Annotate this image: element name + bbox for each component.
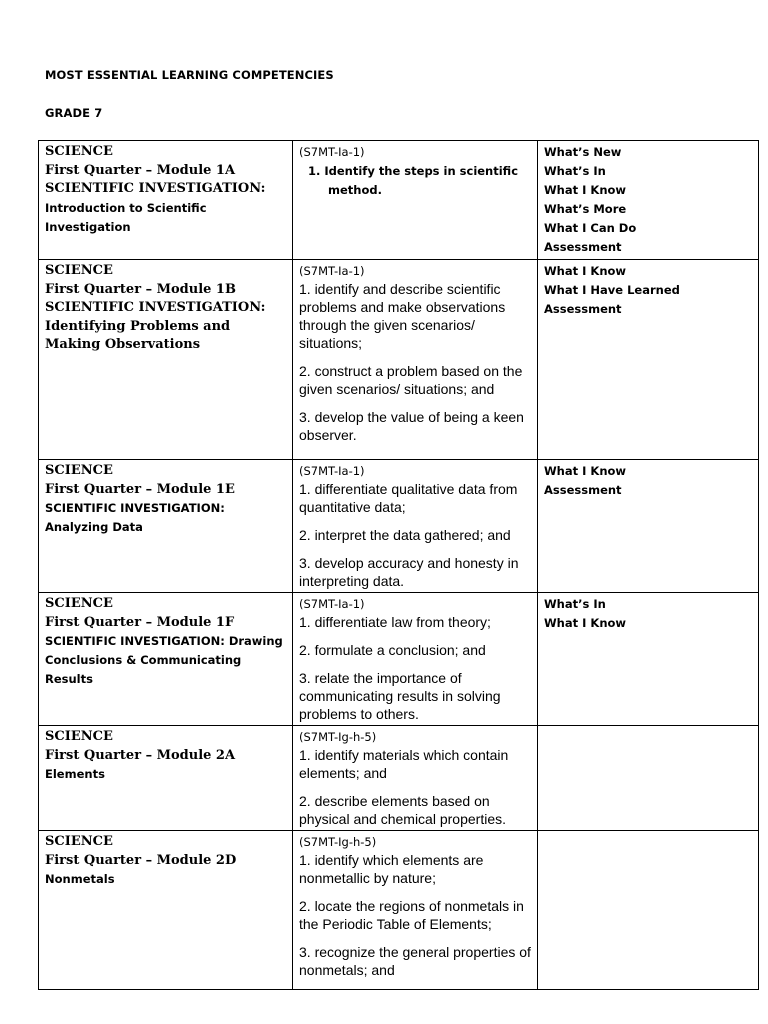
competency-item: 2. describe elements based on physical and chemical properties.: [299, 793, 506, 827]
competency-item: 3. develop accuracy and honesty in interpreting data.: [299, 555, 519, 589]
module-label: First Quarter – Module 2A: [45, 747, 236, 763]
table-row: [39, 141, 759, 260]
competency-item: 1. Identify the steps in scientific method.: [308, 164, 519, 197]
table-row: [39, 726, 759, 831]
subject-label: SCIENCE: [45, 596, 113, 611]
competency-item: 2. interpret the data gathered; and: [299, 527, 511, 543]
activity-item: What’s New: [544, 145, 622, 159]
activity-item: What’s In: [544, 164, 606, 178]
grade-label: GRADE 7: [45, 106, 103, 120]
competency-item: 1. identify and describe scientific problems and make observations through the given scenarios/ situations;: [299, 281, 506, 351]
competency-item: 2. formulate a conclusion; and: [299, 642, 486, 658]
competency-code: (S7MT-Ia-1): [299, 145, 365, 159]
subtitle-label: Identifying Problems and Making Observations: [45, 318, 231, 352]
competency-cell: [293, 593, 538, 726]
activities-cell: [538, 141, 759, 260]
table-row: [39, 460, 759, 593]
subject-label: SCIENCE: [45, 463, 113, 478]
topic-label: SCIENTIFIC INVESTIGATION: Analyzing Data: [45, 501, 225, 534]
table-row: [39, 593, 759, 726]
module-cell: [39, 260, 293, 460]
module-label: First Quarter – Module 1B: [45, 281, 236, 297]
subject-label: SCIENCE: [45, 834, 113, 849]
competency-code: (S7MT-Ig-h-5): [299, 835, 377, 849]
activities-cell: [538, 593, 759, 726]
module-label: First Quarter – Module 1E: [45, 481, 235, 497]
activity-item: What I Know: [544, 616, 627, 630]
module-cell: [39, 141, 293, 260]
activity-item: What I Know: [544, 183, 627, 197]
competency-item: 3. develop the value of being a keen observer.: [299, 409, 524, 443]
table-row: [39, 831, 759, 990]
competency-cell: [293, 260, 538, 460]
subtitle-label: Introduction to Scientific Investigation: [45, 200, 207, 234]
competency-cell: [293, 726, 538, 831]
module-cell: [39, 726, 293, 831]
activity-item: Assessment: [544, 483, 622, 497]
competency-item: 1. identify which elements are nonmetallic by nature;: [299, 852, 484, 886]
module-cell: [39, 831, 293, 990]
competency-item: 1. differentiate qualitative data from quantitative data;: [299, 481, 518, 515]
module-label: First Quarter – Module 2D: [45, 852, 237, 868]
activity-item: Assessment: [544, 302, 622, 316]
activities-cell: [538, 460, 759, 593]
module-label: First Quarter – Module 1F: [45, 614, 235, 630]
activity-item: What I Know: [544, 264, 627, 278]
topic-label: SCIENTIFIC INVESTIGATION: Drawing Conclusions & Communicating Results: [45, 634, 283, 686]
activities-cell: [538, 726, 759, 831]
subject-label: SCIENCE: [45, 263, 113, 278]
competency-item: 3. relate the importance of communicating results in solving problems to others.: [299, 670, 501, 722]
topic-label: SCIENTIFIC INVESTIGATION:: [45, 181, 266, 196]
module-cell: [39, 460, 293, 593]
activities-cell: [538, 260, 759, 460]
activity-item: What I Know: [544, 464, 627, 478]
competency-code: (S7MT-Ia-1): [299, 464, 365, 478]
competency-cell: [293, 141, 538, 260]
document-heading: MOST ESSENTIAL LEARNING COMPETENCIES: [45, 68, 334, 82]
activity-item: Assessment: [544, 240, 622, 254]
topic-label: Nonmetals: [45, 872, 115, 886]
activity-item: What I Can Do: [544, 221, 637, 235]
topic-label: SCIENTIFIC INVESTIGATION:: [45, 300, 266, 315]
module-label: First Quarter – Module 1A: [45, 162, 236, 178]
competency-code: (S7MT-Ia-1): [299, 597, 365, 611]
competency-item: 1. identify materials which contain elements; and: [299, 747, 509, 781]
module-cell: [39, 593, 293, 726]
activity-item: What I Have Learned: [544, 283, 680, 297]
competency-item: 2. locate the regions of nonmetals in the Periodic Table of Elements;: [299, 898, 524, 932]
competency-cell: [293, 831, 538, 990]
table-row: [39, 260, 759, 460]
activities-cell: [538, 831, 759, 990]
competency-item: 2. construct a problem based on the given scenarios/ situations; and: [299, 363, 523, 397]
competency-code: (S7MT-Ig-h-5): [299, 730, 377, 744]
competency-item: 3. recognize the general properties of nonmetals; and: [299, 944, 531, 978]
activity-item: What’s In: [544, 597, 606, 611]
subject-label: SCIENCE: [45, 729, 113, 744]
subject-label: SCIENCE: [45, 144, 113, 159]
competency-cell: [293, 460, 538, 593]
competency-code: (S7MT-Ia-1): [299, 264, 365, 278]
topic-label: Elements: [45, 767, 105, 781]
competencies-table: [38, 140, 759, 990]
competency-item: 1. differentiate law from theory;: [299, 614, 491, 630]
activity-item: What’s More: [544, 202, 627, 216]
